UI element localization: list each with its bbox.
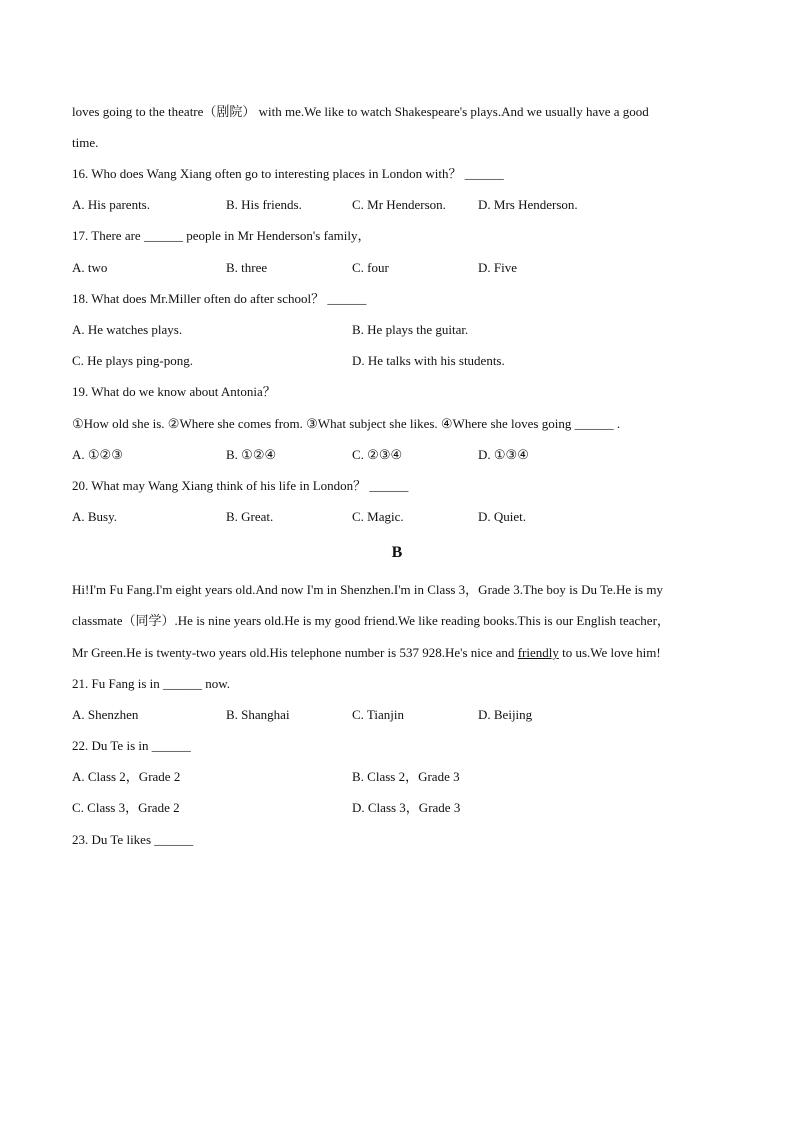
question-22-stem: 22. Du Te is in ______ <box>72 738 191 753</box>
passage-b-line-3 <box>72 645 661 661</box>
passage-b-line-2: classmate（同学）.He is nine years old.He is my good friend.We like reading books.This is our English teacher， <box>72 613 670 628</box>
passage-a-line-1: loves going to the theatre（剧院） with me.We like to watch Shakespeare's plays.And we usually have a good <box>72 104 649 119</box>
question-19-statements: ①How old she is. ②Where she comes from. ③What subject she likes. ④Where she loves going ______ . <box>72 416 621 431</box>
question-18-option-c[interactable]: C. He plays ping-pong. <box>72 353 193 368</box>
question-21-option-d[interactable]: D. Beijing <box>478 707 533 722</box>
section-b-heading: B <box>391 544 403 561</box>
question-20-stem: 20. What may Wang Xiang think of his life in London？ ______ <box>72 478 409 493</box>
question-18-option-d[interactable]: D. He talks with his students. <box>352 353 505 368</box>
question-23-stem: 23. Du Te likes ______ <box>72 832 194 847</box>
question-17-option-d[interactable]: D. Five <box>478 260 517 275</box>
question-22-option-b[interactable]: B. Class 2，Grade 3 <box>352 769 460 784</box>
question-16-option-d[interactable]: D. Mrs Henderson. <box>478 197 578 212</box>
question-21-option-a[interactable]: A. Shenzhen <box>72 707 139 722</box>
question-18-stem: 18. What does Mr.Miller often do after school？ ______ <box>72 291 367 306</box>
question-20-option-b[interactable]: B. Great. <box>226 509 274 524</box>
question-19-option-b[interactable]: B. ①②④ <box>226 447 277 462</box>
question-21-option-c[interactable]: C. Tianjin <box>352 707 405 722</box>
question-20-option-a[interactable]: A. Busy. <box>72 509 118 524</box>
question-19-stem: 19. What do we know about Antonia？ <box>72 384 276 399</box>
question-17-stem: 17. There are ______ people in Mr Henderson's family， <box>72 228 371 243</box>
passage-b-line-3-start: Mr Green.He is twenty-two years old.His telephone number is 537 928.He's nice and <box>72 645 518 660</box>
question-19-option-c[interactable]: C. ②③④ <box>352 447 403 462</box>
question-22-option-a[interactable]: A. Class 2，Grade 2 <box>72 769 181 784</box>
passage-b-line-3-end: to us.We love him! <box>558 645 661 660</box>
question-17-option-a[interactable]: A. two <box>72 260 108 275</box>
question-17-option-b[interactable]: B. three <box>226 260 268 275</box>
underlined-word-friendly: friendly <box>517 645 559 660</box>
question-22-option-c[interactable]: C. Class 3，Grade 2 <box>72 800 180 815</box>
question-18-option-b[interactable]: B. He plays the guitar. <box>352 322 469 337</box>
question-19-option-d[interactable]: D. ①③④ <box>478 447 529 462</box>
question-20-option-c[interactable]: C. Magic. <box>352 509 404 524</box>
question-21-stem: 21. Fu Fang is in ______ now. <box>72 676 231 691</box>
passage-a-line-2: time. <box>72 135 99 150</box>
question-16-option-c[interactable]: C. Mr Henderson. <box>352 197 446 212</box>
question-19-option-a[interactable]: A. ①②③ <box>72 447 123 462</box>
question-21-option-b[interactable]: B. Shanghai <box>226 707 290 722</box>
passage-b-line-1: Hi!I'm Fu Fang.I'm eight years old.And now I'm in Shenzhen.I'm in Class 3，Grade 3.The boy is Du Te.He is my <box>72 582 663 597</box>
question-17-option-c[interactable]: C. four <box>352 260 389 275</box>
question-22-option-d[interactable]: D. Class 3，Grade 3 <box>352 800 461 815</box>
question-16-option-b[interactable]: B. His friends. <box>226 197 302 212</box>
question-16-option-a[interactable]: A. His parents. <box>72 197 150 212</box>
question-20-option-d[interactable]: D. Quiet. <box>478 509 527 524</box>
question-16-stem: 16. Who does Wang Xiang often go to interesting places in London with？ ______ <box>72 166 504 181</box>
question-18-option-a[interactable]: A. He watches plays. <box>72 322 183 337</box>
